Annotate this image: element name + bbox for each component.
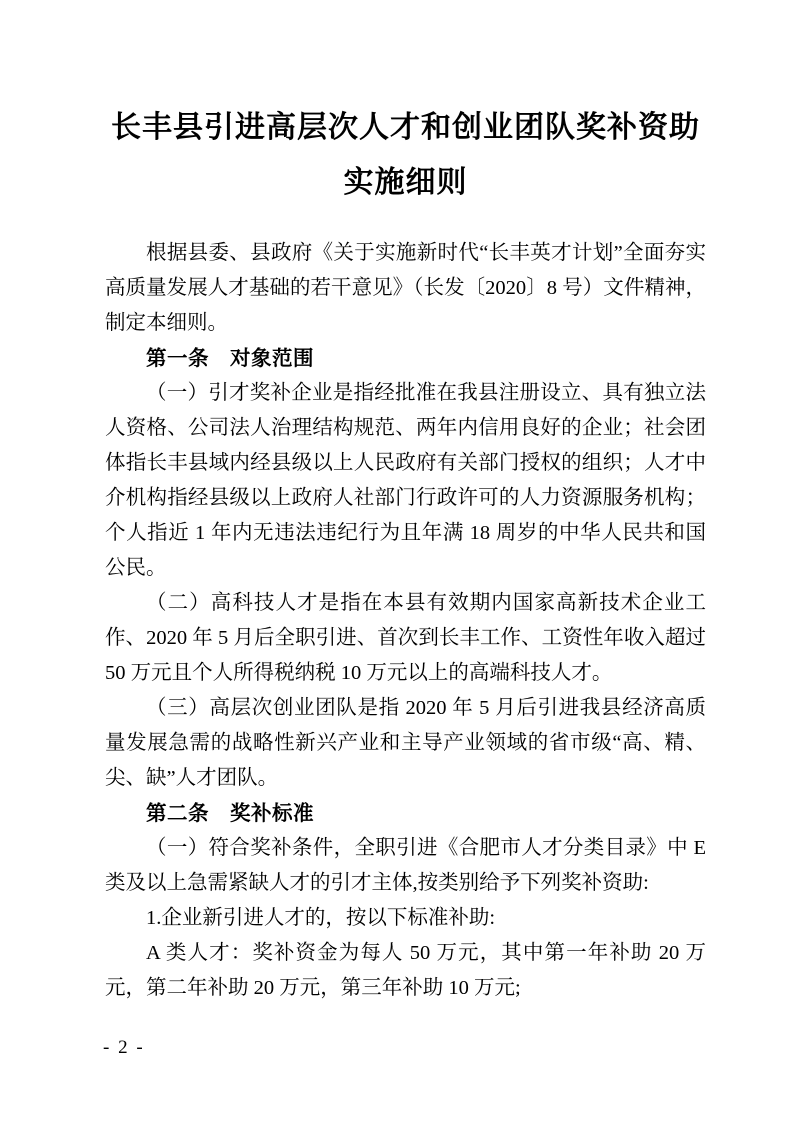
title-line-1: 长丰县引进高层次人才和创业团队奖补资助 [111,111,700,144]
paragraph-article-2-item-1: （一）符合奖补条件，全职引进《合肥市人才分类目录》中 E 类及以上急需紧缺人才的引才主体,按类别给予下列奖补资助: [105,837,706,894]
paragraph-article-1-item-1: （一）引才奖补企业是指经批准在我县注册设立、具有独立法人资格、公司法人治理结构规范、两年内信用良好的企业；社会团体指长丰县域内经县级以上人民政府有关部门授权的组织；人才中介机构指经县级以上政府人社部门行政许可的人力资源服务机构；个人指近 1 年内无违法违纪行为且年满 18 周岁的中华人民共和国公民。 [105,382,706,579]
paragraph-article-1-item-2: （二）高科技人才是指在本县有效期内国家高新技术企业工作、2020 年 5 月后全职引进、首次到长丰工作、工资性年收入超过 50 万元且个人所得税纳税 10 万元以上的高端科技人才。 [105,592,706,684]
section-heading-article-2: 第二条 奖补标准 [146,802,314,825]
paragraph-article-2-class-a: A 类人才：奖补资金为每人 50 万元，其中第一年补助 20 万元，第二年补助 20 万元，第三年补助 10 万元; [105,942,706,999]
paragraph-intro: 根据县委、县政府《关于实施新时代“长丰英才计划”全面夯实高质量发展人才基础的若干意见》（长发〔2020〕8 号）文件精神，制定本细则。 [105,242,706,334]
document-title [105,100,706,210]
title-line-2: 实施细则 [343,166,468,199]
paragraph-article-1-item-3: （三）高层次创业团队是指 2020 年 5 月后引进我县经济高质量发展急需的战略性新兴产业和主导产业领域的省市级“高、精、尖、缺”人才团队。 [105,697,706,789]
document-body [105,236,706,1006]
paragraph-article-2-subitem-1: 1.企业新引进人才的，按以下标准补助: [146,907,496,929]
section-heading-article-1: 第一条 对象范围 [146,347,314,370]
document-content [105,100,706,1006]
page-number: - 2 - [103,1037,145,1058]
